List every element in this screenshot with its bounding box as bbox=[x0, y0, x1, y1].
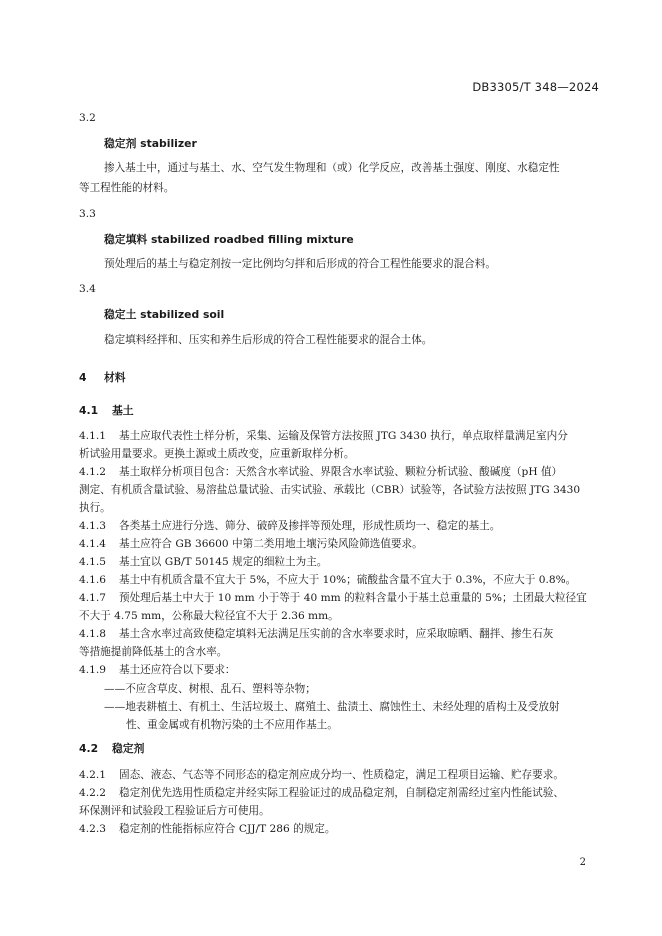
chapter-title: 材料 bbox=[104, 371, 126, 384]
clause-number: 4.1.3 bbox=[79, 520, 106, 532]
clause-text: 固态、液态、气态等不同形态的稳定剂应成分均一、性质稳定，满足工程项目运输、贮存要求。 bbox=[119, 769, 564, 781]
clause bbox=[79, 518, 500, 533]
clause bbox=[79, 464, 562, 479]
clause-number: 4.1.2 bbox=[79, 466, 106, 478]
clause-text: 各类基土应进行分选、筛分、破碎及掺拌等预处理，形成性质均一、稳定的基土。 bbox=[119, 520, 501, 532]
clause-number: 4.1.1 bbox=[79, 430, 106, 442]
clause bbox=[79, 554, 327, 569]
clause-number: 4.1.9 bbox=[79, 664, 106, 676]
clause-text: 环保测评和试验段工程验证后方可使用。 bbox=[79, 805, 270, 817]
page-number: 2 bbox=[579, 857, 586, 868]
clause bbox=[79, 767, 564, 782]
clause bbox=[79, 662, 236, 677]
term-definition: 稳定填料经拌和、压实和养生后形成的符合工程性能要求的混合土体。 bbox=[104, 334, 433, 346]
clause-number: 4.2.1 bbox=[79, 769, 106, 781]
section-title: 稳定剂 bbox=[112, 742, 145, 755]
term-title: 稳定土 stabilized soil bbox=[104, 308, 225, 321]
clause-text: 预处理后基土中大于 10 mm 小于等于 40 mm 的粒料含量小于基土总重量的 5%；土团最大粒径宜 bbox=[119, 592, 587, 604]
clause-text: 稳定剂的性能指标应符合 CJJ/T 286 的规定。 bbox=[119, 823, 336, 835]
section-number: 4.1 bbox=[79, 404, 99, 417]
clause-text: 等措施提前降低基土的含水率。 bbox=[79, 646, 228, 658]
clause bbox=[79, 590, 587, 605]
clause-number: 4.2.3 bbox=[79, 823, 106, 835]
clause bbox=[79, 572, 576, 587]
document-id: DB3305/T 348—2024 bbox=[472, 80, 599, 94]
list-item: ——地表耕植土、有机土、生活垃圾土、腐殖土、盐渍土、腐蚀性土、未经处理的盾构土及受放射 bbox=[104, 701, 560, 713]
clause-text: 基土中有机质含量不宜大于 5%，不应大于 10%；硫酸盐含量不宜大于 0.3%，不应大于 0.8%。 bbox=[119, 574, 577, 586]
chapter-number: 4 bbox=[79, 371, 87, 384]
clause-text: 稳定剂优先选用性质稳定并经实际工程验证过的成品稳定剂，自制稳定剂需经过室内性能试验、 bbox=[119, 787, 564, 799]
term-definition: 掺入基土中，通过与基土、水、空气发生物理和（或）化学反应，改善基土强度、刚度、水稳定性 bbox=[104, 162, 560, 174]
clause-number: 4.1.5 bbox=[79, 556, 106, 568]
clause-text: 基土应取代表性土样分析，采集、运输及保管方法按照 JTG 3430 执行，单点取样量满足室内分 bbox=[119, 430, 568, 442]
clause-number: 4.1.8 bbox=[79, 628, 106, 640]
term-title: 稳定填料 stabilized roadbed filling mixture bbox=[104, 233, 354, 246]
section-number: 4.2 bbox=[79, 742, 99, 755]
clause-number: 4.2.2 bbox=[79, 787, 106, 799]
clause-number: 3.3 bbox=[79, 208, 96, 220]
clause-text: 基土取样分析项目包含：天然含水率试验、界限含水率试验、颗粒分析试验、酸碱度（pH 值） bbox=[119, 466, 563, 478]
clause-number: 4.1.4 bbox=[79, 538, 106, 550]
section-heading bbox=[79, 741, 144, 756]
clause-number: 4.1.6 bbox=[79, 574, 106, 586]
clause-text: 基土宜以 GB/T 50145 规定的细粒土为主。 bbox=[119, 556, 328, 568]
term-definition: 预处理后的基土与稳定剂按一定比例均匀拌和后形成的符合工程性能要求的混合料。 bbox=[104, 258, 496, 270]
clause bbox=[79, 785, 564, 800]
clause bbox=[79, 536, 423, 551]
clause-text: 基土还应符合以下要求： bbox=[119, 664, 236, 676]
section-title: 基土 bbox=[112, 404, 134, 417]
clause-text: 测定、有机质含量试验、易溶盐总量试验、击实试验、承载比（CBR）试验等，各试验方法按照 JTG 3430 bbox=[79, 484, 581, 496]
clause-number: 3.4 bbox=[79, 283, 96, 295]
clause-text: 执行。 bbox=[79, 502, 111, 514]
clause-text: 不大于 4.75 mm，公称最大粒径宜不大于 2.36 mm。 bbox=[79, 610, 339, 622]
clause-text: 析试验用量要求。更换土源或土质改变，应重新取样分析。 bbox=[79, 448, 355, 460]
clause bbox=[79, 428, 568, 443]
clause bbox=[79, 626, 553, 641]
list-item-continuation: 性、重金属或有机物污染的土不应用作基土。 bbox=[126, 719, 338, 731]
clause-text: 基土含水率过高致使稳定填料无法满足压实前的含水率要求时，应采取晾晒、翻拌、掺生石灰 bbox=[119, 628, 554, 640]
clause bbox=[79, 821, 335, 836]
chapter-heading bbox=[79, 370, 126, 385]
term-definition: 等工程性能的材料。 bbox=[79, 182, 175, 194]
section-heading bbox=[79, 403, 134, 418]
clause-number: 3.2 bbox=[79, 112, 96, 124]
list-item: ——不应含草皮、树根、乱石、塑料等杂物； bbox=[104, 683, 316, 695]
term-title: 稳定剂 stabilizer bbox=[104, 137, 197, 150]
clause-text: 基土应符合 GB 36600 中第二类用地土壤污染风险筛选值要求。 bbox=[119, 538, 423, 550]
clause-number: 4.1.7 bbox=[79, 592, 106, 604]
